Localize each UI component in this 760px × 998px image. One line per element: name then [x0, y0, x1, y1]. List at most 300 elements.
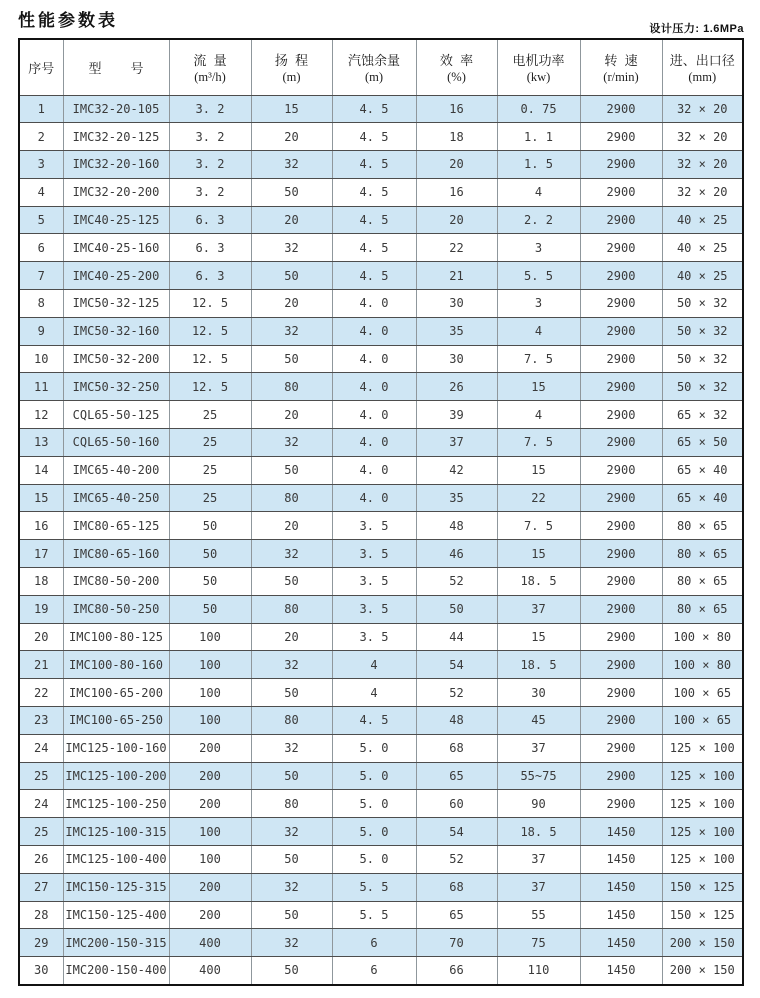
cell-npsh: 4. 5: [332, 123, 416, 151]
cell-head: 15: [251, 95, 332, 123]
cell-speed: 1450: [580, 818, 662, 846]
cell-npsh: 4. 5: [332, 206, 416, 234]
cell-speed: 2900: [580, 595, 662, 623]
cell-flow: 50: [169, 540, 251, 568]
table-row: [19, 734, 743, 762]
cell-flow: 400: [169, 957, 251, 985]
cell-model: IMC100-65-200: [63, 679, 169, 707]
cell-speed: 2900: [580, 262, 662, 290]
cell-flow: 100: [169, 846, 251, 874]
cell-npsh: 3. 5: [332, 595, 416, 623]
cell-speed: 1450: [580, 957, 662, 985]
cell-model: IMC125-100-400: [63, 846, 169, 874]
cell-diameter: 80 × 65: [662, 568, 743, 596]
cell-power: 1. 5: [497, 151, 580, 179]
cell-model: IMC100-80-160: [63, 651, 169, 679]
cell-speed: 2900: [580, 429, 662, 457]
table-row: [19, 651, 743, 679]
cell-flow: 50: [169, 568, 251, 596]
cell-efficiency: 16: [416, 95, 497, 123]
cell-index: 12: [19, 401, 63, 429]
cell-flow: 3. 2: [169, 178, 251, 206]
cell-index: 14: [19, 456, 63, 484]
cell-model: IMC50-32-200: [63, 345, 169, 373]
table-row: [19, 679, 743, 707]
cell-power: 90: [497, 790, 580, 818]
cell-speed: 2900: [580, 679, 662, 707]
cell-efficiency: 44: [416, 623, 497, 651]
cell-head: 32: [251, 540, 332, 568]
table-row: [19, 595, 743, 623]
cell-efficiency: 42: [416, 456, 497, 484]
cell-power: 7. 5: [497, 345, 580, 373]
cell-head: 50: [251, 846, 332, 874]
cell-index: 18: [19, 568, 63, 596]
cell-npsh: 4: [332, 651, 416, 679]
cell-flow: 200: [169, 901, 251, 929]
cell-speed: 2900: [580, 651, 662, 679]
cell-model: IMC200-150-400: [63, 957, 169, 985]
cell-model: IMC32-20-160: [63, 151, 169, 179]
cell-index: 27: [19, 873, 63, 901]
cell-speed: 2900: [580, 234, 662, 262]
cell-flow: 200: [169, 762, 251, 790]
cell-diameter: 125 × 100: [662, 790, 743, 818]
cell-model: IMC40-25-160: [63, 234, 169, 262]
cell-power: 55~75: [497, 762, 580, 790]
cell-efficiency: 48: [416, 707, 497, 735]
cell-speed: 1450: [580, 846, 662, 874]
cell-head: 32: [251, 429, 332, 457]
cell-index: 6: [19, 234, 63, 262]
cell-npsh: 4. 0: [332, 317, 416, 345]
cell-diameter: 100 × 65: [662, 707, 743, 735]
cell-efficiency: 66: [416, 957, 497, 985]
cell-power: 18. 5: [497, 818, 580, 846]
cell-power: 15: [497, 456, 580, 484]
header-row: [19, 39, 743, 95]
cell-index: 15: [19, 484, 63, 512]
table-row: [19, 901, 743, 929]
cell-flow: 12. 5: [169, 345, 251, 373]
col-header-head: [251, 39, 332, 95]
cell-npsh: 6: [332, 929, 416, 957]
cell-npsh: 4: [332, 679, 416, 707]
cell-speed: 1450: [580, 901, 662, 929]
table-row: [19, 401, 743, 429]
cell-flow: 400: [169, 929, 251, 957]
table-row: [19, 317, 743, 345]
col-header-efficiency-unit: (%): [447, 69, 466, 84]
cell-flow: 12. 5: [169, 317, 251, 345]
cell-diameter: 32 × 20: [662, 178, 743, 206]
cell-diameter: 50 × 32: [662, 317, 743, 345]
page-title: 性能参数表: [18, 11, 118, 30]
cell-flow: 200: [169, 873, 251, 901]
cell-speed: 2900: [580, 568, 662, 596]
cell-efficiency: 54: [416, 818, 497, 846]
table-row: [19, 512, 743, 540]
table-row: [19, 873, 743, 901]
cell-head: 32: [251, 651, 332, 679]
cell-index: 11: [19, 373, 63, 401]
cell-efficiency: 39: [416, 401, 497, 429]
cell-head: 32: [251, 151, 332, 179]
cell-efficiency: 35: [416, 317, 497, 345]
cell-efficiency: 18: [416, 123, 497, 151]
cell-power: 22: [497, 484, 580, 512]
cell-index: 23: [19, 707, 63, 735]
cell-flow: 3. 2: [169, 95, 251, 123]
cell-model: IMC125-100-250: [63, 790, 169, 818]
cell-head: 32: [251, 234, 332, 262]
cell-model: IMC100-80-125: [63, 623, 169, 651]
cell-power: 37: [497, 846, 580, 874]
cell-power: 3: [497, 234, 580, 262]
col-header-diameter: [662, 39, 743, 95]
cell-npsh: 4. 0: [332, 290, 416, 318]
cell-diameter: 40 × 25: [662, 234, 743, 262]
cell-index: 30: [19, 957, 63, 985]
cell-power: 110: [497, 957, 580, 985]
cell-speed: 2900: [580, 151, 662, 179]
cell-index: 7: [19, 262, 63, 290]
table-row: [19, 623, 743, 651]
cell-diameter: 50 × 32: [662, 373, 743, 401]
cell-speed: 2900: [580, 456, 662, 484]
cell-npsh: 4. 0: [332, 484, 416, 512]
table-row: [19, 262, 743, 290]
cell-model: IMC50-32-125: [63, 290, 169, 318]
col-header-speed-unit: (r/min): [603, 69, 639, 84]
col-header-head-unit: (m): [282, 69, 301, 84]
cell-npsh: 6: [332, 957, 416, 985]
cell-model: IMC65-40-200: [63, 456, 169, 484]
table-row: [19, 957, 743, 985]
table-row: [19, 373, 743, 401]
cell-speed: 2900: [580, 512, 662, 540]
table-row: [19, 151, 743, 179]
cell-efficiency: 46: [416, 540, 497, 568]
cell-head: 32: [251, 317, 332, 345]
cell-power: 37: [497, 734, 580, 762]
table-row: [19, 484, 743, 512]
cell-diameter: 125 × 100: [662, 818, 743, 846]
cell-head: 50: [251, 262, 332, 290]
col-header-npsh-unit: (m): [364, 69, 384, 84]
cell-speed: 2900: [580, 317, 662, 345]
cell-npsh: 3. 5: [332, 623, 416, 651]
col-header-flow-label: 流 量: [193, 52, 227, 68]
cell-flow: 12. 5: [169, 373, 251, 401]
cell-speed: 2900: [580, 623, 662, 651]
cell-diameter: 40 × 25: [662, 262, 743, 290]
cell-npsh: 4. 0: [332, 401, 416, 429]
cell-model: IMC200-150-315: [63, 929, 169, 957]
table-body: [19, 95, 743, 985]
cell-head: 50: [251, 901, 332, 929]
cell-diameter: 40 × 25: [662, 206, 743, 234]
cell-speed: 2900: [580, 206, 662, 234]
cell-head: 32: [251, 734, 332, 762]
cell-head: 20: [251, 401, 332, 429]
cell-efficiency: 54: [416, 651, 497, 679]
cell-efficiency: 21: [416, 262, 497, 290]
cell-power: 1. 1: [497, 123, 580, 151]
cell-npsh: 4. 0: [332, 456, 416, 484]
table-row: [19, 540, 743, 568]
cell-diameter: 32 × 20: [662, 151, 743, 179]
cell-head: 20: [251, 206, 332, 234]
table-row: [19, 123, 743, 151]
cell-diameter: 125 × 100: [662, 762, 743, 790]
cell-power: 30: [497, 679, 580, 707]
cell-head: 50: [251, 679, 332, 707]
cell-diameter: 65 × 40: [662, 484, 743, 512]
cell-model: IMC150-125-315: [63, 873, 169, 901]
cell-power: 0. 75: [497, 95, 580, 123]
table-row: [19, 234, 743, 262]
cell-npsh: 5. 0: [332, 846, 416, 874]
cell-head: 80: [251, 595, 332, 623]
cell-npsh: 5. 0: [332, 734, 416, 762]
table-row: [19, 345, 743, 373]
cell-head: 50: [251, 762, 332, 790]
cell-index: 24: [19, 734, 63, 762]
cell-model: IMC100-65-250: [63, 707, 169, 735]
cell-diameter: 32 × 20: [662, 95, 743, 123]
cell-model: IMC80-65-160: [63, 540, 169, 568]
cell-diameter: 32 × 20: [662, 123, 743, 151]
cell-index: 25: [19, 818, 63, 846]
cell-model: IMC80-50-250: [63, 595, 169, 623]
cell-power: 45: [497, 707, 580, 735]
cell-efficiency: 68: [416, 873, 497, 901]
cell-index: 22: [19, 679, 63, 707]
cell-index: 16: [19, 512, 63, 540]
cell-model: IMC32-20-125: [63, 123, 169, 151]
cell-diameter: 65 × 40: [662, 456, 743, 484]
cell-npsh: 4. 5: [332, 95, 416, 123]
cell-flow: 12. 5: [169, 290, 251, 318]
cell-index: 26: [19, 846, 63, 874]
cell-diameter: 65 × 50: [662, 429, 743, 457]
cell-index: 4: [19, 178, 63, 206]
cell-speed: 2900: [580, 373, 662, 401]
cell-speed: 2900: [580, 790, 662, 818]
cell-npsh: 5. 0: [332, 818, 416, 846]
cell-npsh: 5. 0: [332, 790, 416, 818]
cell-power: 15: [497, 623, 580, 651]
cell-flow: 50: [169, 595, 251, 623]
cell-flow: 3. 2: [169, 151, 251, 179]
cell-power: 15: [497, 373, 580, 401]
col-header-power-label: 电机功率: [512, 52, 565, 68]
cell-efficiency: 68: [416, 734, 497, 762]
cell-speed: 2900: [580, 540, 662, 568]
cell-model: IMC40-25-125: [63, 206, 169, 234]
cell-diameter: 50 × 32: [662, 290, 743, 318]
cell-speed: 2900: [580, 762, 662, 790]
cell-power: 18. 5: [497, 651, 580, 679]
cell-npsh: 4. 0: [332, 373, 416, 401]
col-header-head-label: 扬 程: [274, 52, 309, 68]
table-row: [19, 818, 743, 846]
cell-diameter: 125 × 100: [662, 846, 743, 874]
cell-flow: 100: [169, 651, 251, 679]
cell-flow: 100: [169, 707, 251, 735]
cell-index: 3: [19, 151, 63, 179]
cell-head: 80: [251, 373, 332, 401]
col-header-speed: [580, 39, 662, 95]
cell-model: IMC150-125-400: [63, 901, 169, 929]
cell-model: IMC50-32-160: [63, 317, 169, 345]
cell-index: 13: [19, 429, 63, 457]
col-header-index-label: 序号: [28, 60, 55, 76]
cell-power: 4: [497, 178, 580, 206]
cell-model: IMC50-32-250: [63, 373, 169, 401]
cell-diameter: 65 × 32: [662, 401, 743, 429]
cell-speed: 1450: [580, 873, 662, 901]
col-header-flow-unit: (m³/h): [194, 69, 226, 84]
table-row: [19, 95, 743, 123]
table-row: [19, 456, 743, 484]
cell-efficiency: 20: [416, 206, 497, 234]
cell-index: 8: [19, 290, 63, 318]
table-row: [19, 178, 743, 206]
cell-index: 9: [19, 317, 63, 345]
cell-flow: 25: [169, 456, 251, 484]
cell-diameter: 80 × 65: [662, 595, 743, 623]
cell-head: 50: [251, 178, 332, 206]
cell-index: 2: [19, 123, 63, 151]
cell-diameter: 100 × 65: [662, 679, 743, 707]
cell-diameter: 100 × 80: [662, 651, 743, 679]
cell-power: 75: [497, 929, 580, 957]
col-header-efficiency-label: 效 率: [439, 52, 474, 68]
col-header-efficiency: [416, 39, 497, 95]
cell-flow: 100: [169, 623, 251, 651]
cell-speed: 2900: [580, 707, 662, 735]
cell-efficiency: 16: [416, 178, 497, 206]
cell-npsh: 4. 0: [332, 345, 416, 373]
table-row: [19, 846, 743, 874]
cell-power: 3: [497, 290, 580, 318]
cell-diameter: 100 × 80: [662, 623, 743, 651]
table-header: [19, 39, 743, 95]
cell-model: IMC80-65-125: [63, 512, 169, 540]
cell-index: 28: [19, 901, 63, 929]
col-header-speed-label: 转 速: [604, 52, 638, 68]
cell-speed: 2900: [580, 290, 662, 318]
cell-index: 1: [19, 95, 63, 123]
performance-parameters-table: [18, 38, 744, 986]
table-row: [19, 429, 743, 457]
cell-model: IMC65-40-250: [63, 484, 169, 512]
cell-efficiency: 48: [416, 512, 497, 540]
cell-model: IMC80-50-200: [63, 568, 169, 596]
cell-npsh: 4. 5: [332, 234, 416, 262]
cell-diameter: 150 × 125: [662, 901, 743, 929]
cell-npsh: 3. 5: [332, 540, 416, 568]
cell-efficiency: 70: [416, 929, 497, 957]
cell-flow: 6. 3: [169, 234, 251, 262]
cell-model: IMC32-20-200: [63, 178, 169, 206]
cell-npsh: 5. 5: [332, 873, 416, 901]
cell-power: 15: [497, 540, 580, 568]
col-header-flow: [169, 39, 251, 95]
cell-index: 17: [19, 540, 63, 568]
cell-model: IMC32-20-105: [63, 95, 169, 123]
cell-flow: 25: [169, 401, 251, 429]
cell-flow: 6. 3: [169, 206, 251, 234]
cell-power: 5. 5: [497, 262, 580, 290]
cell-flow: 6. 3: [169, 262, 251, 290]
cell-speed: 2900: [580, 178, 662, 206]
cell-flow: 25: [169, 429, 251, 457]
cell-efficiency: 65: [416, 901, 497, 929]
col-header-index: [19, 39, 63, 95]
cell-speed: 2900: [580, 123, 662, 151]
cell-head: 50: [251, 568, 332, 596]
cell-speed: 1450: [580, 929, 662, 957]
cell-model: CQL65-50-125: [63, 401, 169, 429]
cell-head: 32: [251, 929, 332, 957]
cell-power: 4: [497, 317, 580, 345]
cell-index: 19: [19, 595, 63, 623]
cell-efficiency: 65: [416, 762, 497, 790]
cell-power: 7. 5: [497, 429, 580, 457]
cell-head: 20: [251, 123, 332, 151]
cell-head: 32: [251, 873, 332, 901]
cell-flow: 100: [169, 818, 251, 846]
cell-efficiency: 60: [416, 790, 497, 818]
cell-power: 55: [497, 901, 580, 929]
table-row: [19, 929, 743, 957]
cell-efficiency: 20: [416, 151, 497, 179]
cell-speed: 2900: [580, 345, 662, 373]
cell-efficiency: 37: [416, 429, 497, 457]
cell-model: IMC125-100-315: [63, 818, 169, 846]
cell-head: 80: [251, 790, 332, 818]
cell-diameter: 50 × 32: [662, 345, 743, 373]
col-header-model-label: 型 号: [88, 60, 144, 76]
table-row: [19, 568, 743, 596]
cell-index: 29: [19, 929, 63, 957]
cell-npsh: 4. 0: [332, 429, 416, 457]
cell-model: CQL65-50-160: [63, 429, 169, 457]
design-pressure-note: 设计压力: 1.6MPa: [649, 23, 744, 35]
col-header-npsh: [332, 39, 416, 95]
cell-efficiency: 22: [416, 234, 497, 262]
table-row: [19, 206, 743, 234]
cell-efficiency: 52: [416, 846, 497, 874]
cell-index: 24: [19, 790, 63, 818]
cell-speed: 2900: [580, 95, 662, 123]
col-header-diameter-label: 进、出口径: [669, 52, 735, 68]
table-row: [19, 290, 743, 318]
cell-efficiency: 30: [416, 290, 497, 318]
cell-npsh: 3. 5: [332, 512, 416, 540]
cell-efficiency: 26: [416, 373, 497, 401]
cell-model: IMC125-100-200: [63, 762, 169, 790]
cell-flow: 100: [169, 679, 251, 707]
cell-power: 4: [497, 401, 580, 429]
cell-diameter: 125 × 100: [662, 734, 743, 762]
cell-npsh: 3. 5: [332, 568, 416, 596]
cell-head: 20: [251, 290, 332, 318]
cell-power: 2. 2: [497, 206, 580, 234]
